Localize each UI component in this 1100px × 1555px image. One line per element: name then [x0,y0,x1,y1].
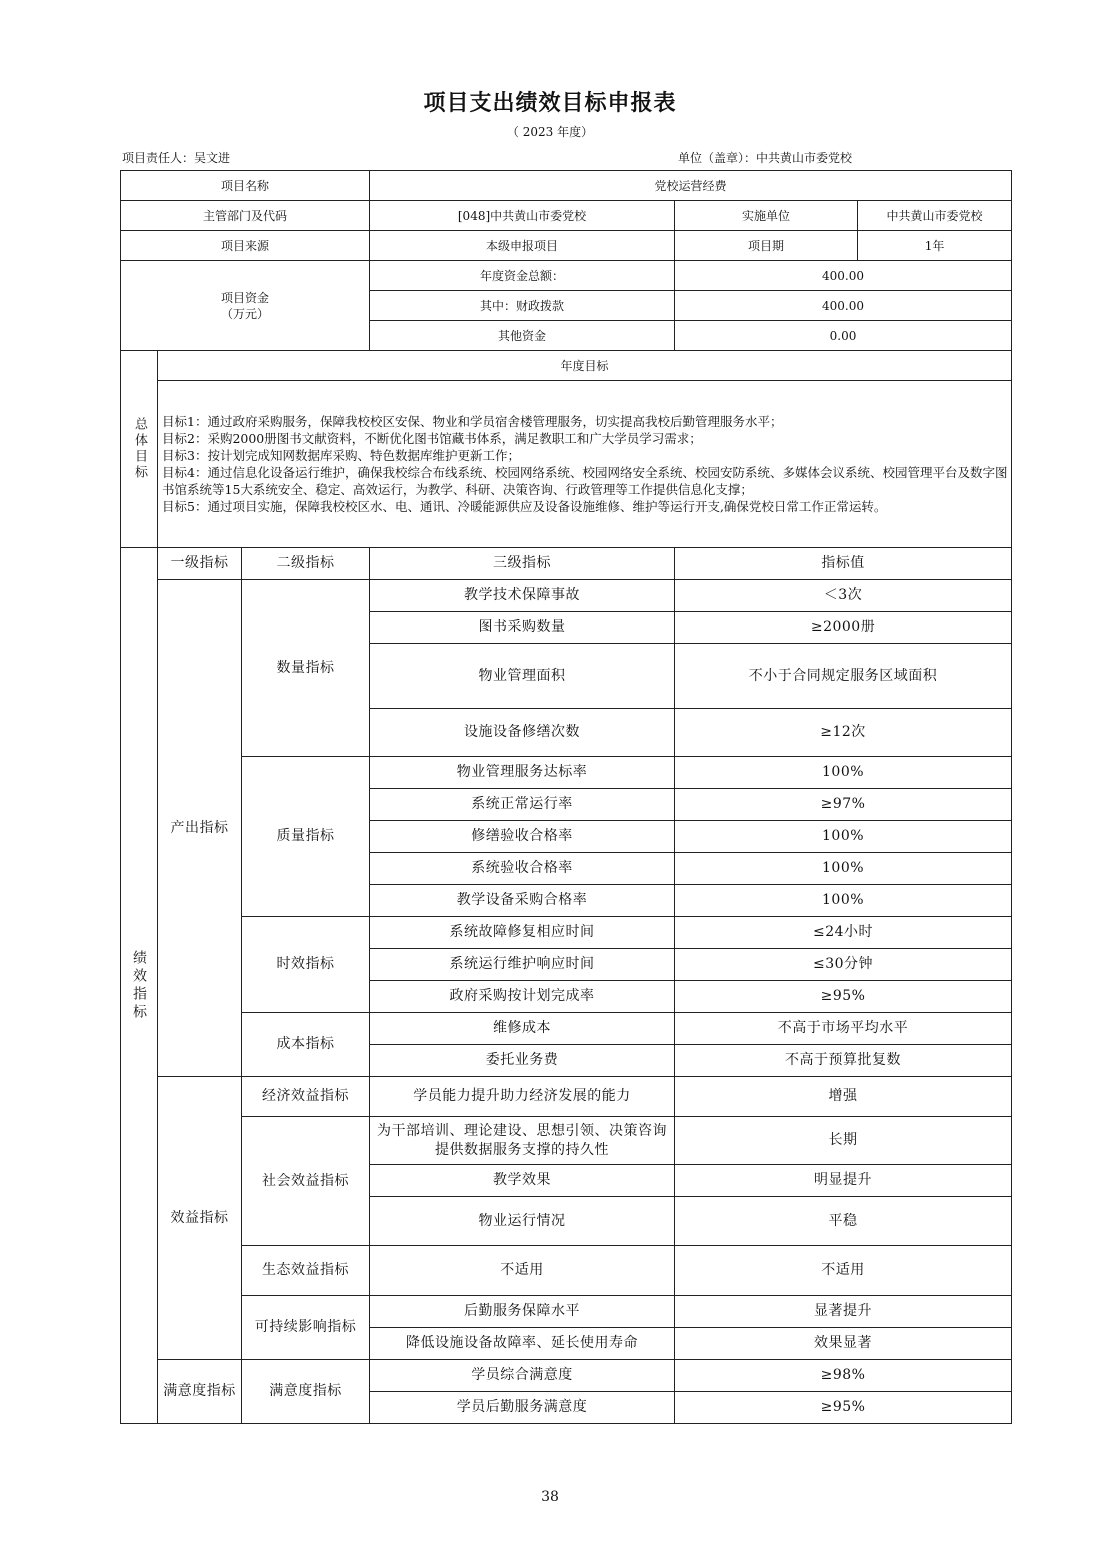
value-cell: 不小于合同规定服务区域面积 [675,644,1012,709]
value-cell: ≥98% [675,1360,1012,1392]
total-funds-value: 400.00 [675,261,1012,291]
funds-label: 项目资金 [221,290,270,305]
annual-goals-header: 年度目标 [158,351,1012,381]
value-cell: 100% [675,757,1012,789]
table-row [121,1013,1012,1045]
value-cell: 显著提升 [675,1296,1012,1328]
header-level2: 二级指标 [242,548,370,580]
value-cell: 不适用 [675,1246,1012,1296]
level1-benefit: 效益指标 [158,1077,242,1360]
level3-cell: 系统验收合格率 [370,853,675,885]
row-goals-header [121,351,1012,381]
level1-output: 产出指标 [158,580,242,1077]
level2-quality: 质量指标 [242,757,370,917]
table-row [121,580,1012,612]
level1-satisfaction: 满意度指标 [158,1360,242,1424]
other-funds-label: 其他资金 [370,321,675,351]
value-cell: 长期 [675,1117,1012,1165]
level2-cost: 成本指标 [242,1013,370,1077]
perf-side-label: 绩效指标 [131,949,147,1022]
project-name-label: 项目名称 [121,171,370,201]
perf-side-label-cell [121,548,158,1424]
level3-cell: 不适用 [370,1246,675,1296]
level3-cell: 委托业务费 [370,1045,675,1077]
level3-cell: 政府采购按计划完成率 [370,981,675,1013]
project-name-value: 党校运营经费 [370,171,1012,201]
fiscal-funds-label: 其中：财政拨款 [370,291,675,321]
level3-cell: 物业运行情况 [370,1197,675,1246]
goal-3: 目标3：按计划完成知网数据库采购、特色数据库维护更新工作； [162,448,520,463]
level3-cell: 学员后勤服务满意度 [370,1392,675,1424]
level3-cell: 后勤服务保障水平 [370,1296,675,1328]
header-level3: 三级指标 [370,548,675,580]
value-cell: ≥95% [675,1392,1012,1424]
goal-2: 目标2：采购2000册图书文献资料，不断优化图书馆藏书体系，满足教职工和广大学员学习需求； [162,431,702,446]
total-funds-label: 年度资金总额： [370,261,675,291]
level3-cell: 教学设备采购合格率 [370,885,675,917]
level3-cell: 物业管理面积 [370,644,675,709]
goal-4: 目标4：通过信息化设备运行维护，确保我校综合布线系统、校园网络系统、校园网络安全系统、校园安防系统、多媒体会议系统、校园管理平台及数字图书馆系统等15大系统安全、稳定、高效运行，为教学、科研、决策咨询、行政管理等工作提供信息化支撑； [162,465,1008,497]
level2-satisfaction: 满意度指标 [242,1360,370,1424]
level3-cell: 为干部培训、理论建设、思想引领、决策咨询提供数据服务支撑的持久性 [370,1117,675,1165]
page-number: 38 [541,1489,559,1505]
row-source [121,231,1012,261]
row-project-name [121,171,1012,201]
header-value: 指标值 [675,548,1012,580]
responsible-person: 项目责任人：吴文进 [122,151,231,165]
level3-cell: 设施设备修缮次数 [370,709,675,757]
table-row [121,757,1012,789]
dept-label: 主管部门及代码 [121,201,370,231]
level3-cell: 维修成本 [370,1013,675,1045]
impl-unit-label: 实施单位 [675,201,858,231]
level3-cell: 学员综合满意度 [370,1360,675,1392]
level3-cell: 降低设施设备故障率、延长使用寿命 [370,1328,675,1360]
value-cell: 不高于市场平均水平 [675,1013,1012,1045]
source-label: 项目来源 [121,231,370,261]
row-funds-total [121,261,1012,291]
value-cell: ≥2000册 [675,612,1012,644]
level3-cell: 学员能力提升助力经济发展的能力 [370,1077,675,1117]
performance-form-table [120,170,1012,1424]
impl-unit-value: 中共黄山市委党校 [858,201,1012,231]
value-cell: 不高于预算批复数 [675,1045,1012,1077]
value-cell: 平稳 [675,1197,1012,1246]
level2-social: 社会效益指标 [242,1117,370,1246]
level3-cell: 物业管理服务达标率 [370,757,675,789]
row-goals-content [121,381,1012,548]
level2-timeliness: 时效指标 [242,917,370,1013]
level3-cell: 系统故障修复相应时间 [370,917,675,949]
level2-sustainable: 可持续影响指标 [242,1296,370,1360]
value-cell: 100% [675,853,1012,885]
value-cell: 增强 [675,1077,1012,1117]
value-cell: 100% [675,885,1012,917]
row-department [121,201,1012,231]
value-cell: ≥97% [675,789,1012,821]
table-row [121,917,1012,949]
level3-cell: 修缮验收合格率 [370,821,675,853]
level2-economic: 经济效益指标 [242,1077,370,1117]
level2-quantity: 数量指标 [242,580,370,757]
row-perf-header [121,548,1012,580]
annual-goals-content [158,381,1012,548]
form-title: 项目支出绩效目标申报表 [423,91,677,116]
table-row [121,1077,1012,1117]
level3-cell: 系统运行维护响应时间 [370,949,675,981]
fiscal-funds-value: 400.00 [675,291,1012,321]
year-line: （ 2023 年度） [506,125,594,139]
goals-side-label: 总体目标 [132,417,147,481]
goal-1: 目标1：通过政府采购服务，保障我校校区安保、物业和学员宿舍楼管理服务，切实提高我校后勤管理服务水平； [162,414,783,429]
value-cell: 明显提升 [675,1165,1012,1197]
table-row [121,1246,1012,1296]
value-cell: 100% [675,821,1012,853]
source-value: 本级申报项目 [370,231,675,261]
dept-value: [048]中共黄山市委党校 [370,201,675,231]
level2-ecological: 生态效益指标 [242,1246,370,1296]
goals-side-label-cell [121,351,158,548]
header-level1: 一级指标 [158,548,242,580]
period-value: 1年 [858,231,1012,261]
value-cell: ≤30分钟 [675,949,1012,981]
unit-stamp-line: 单位（盖章）：中共黄山市委党校 [678,151,853,165]
level3-cell: 系统正常运行率 [370,789,675,821]
level3-cell: 教学效果 [370,1165,675,1197]
value-cell: ≥12次 [675,709,1012,757]
value-cell: ≤24小时 [675,917,1012,949]
table-row [121,1117,1012,1165]
funds-label-cell [121,261,370,351]
value-cell: 效果显著 [675,1328,1012,1360]
level3-cell: 图书采购数量 [370,612,675,644]
table-row [121,1360,1012,1392]
value-cell: ≥95% [675,981,1012,1013]
value-cell: ＜3次 [675,580,1012,612]
level3-cell: 教学技术保障事故 [370,580,675,612]
other-funds-value: 0.00 [675,321,1012,351]
table-row [121,1296,1012,1328]
goal-5: 目标5：通过项目实施，保障我校校区水、电、通讯、冷暖能源供应及设备设施维修、维护等运行开支,确保党校日常工作正常运转。 [162,499,887,514]
period-label: 项目期 [675,231,858,261]
funds-unit: （万元） [221,306,270,321]
